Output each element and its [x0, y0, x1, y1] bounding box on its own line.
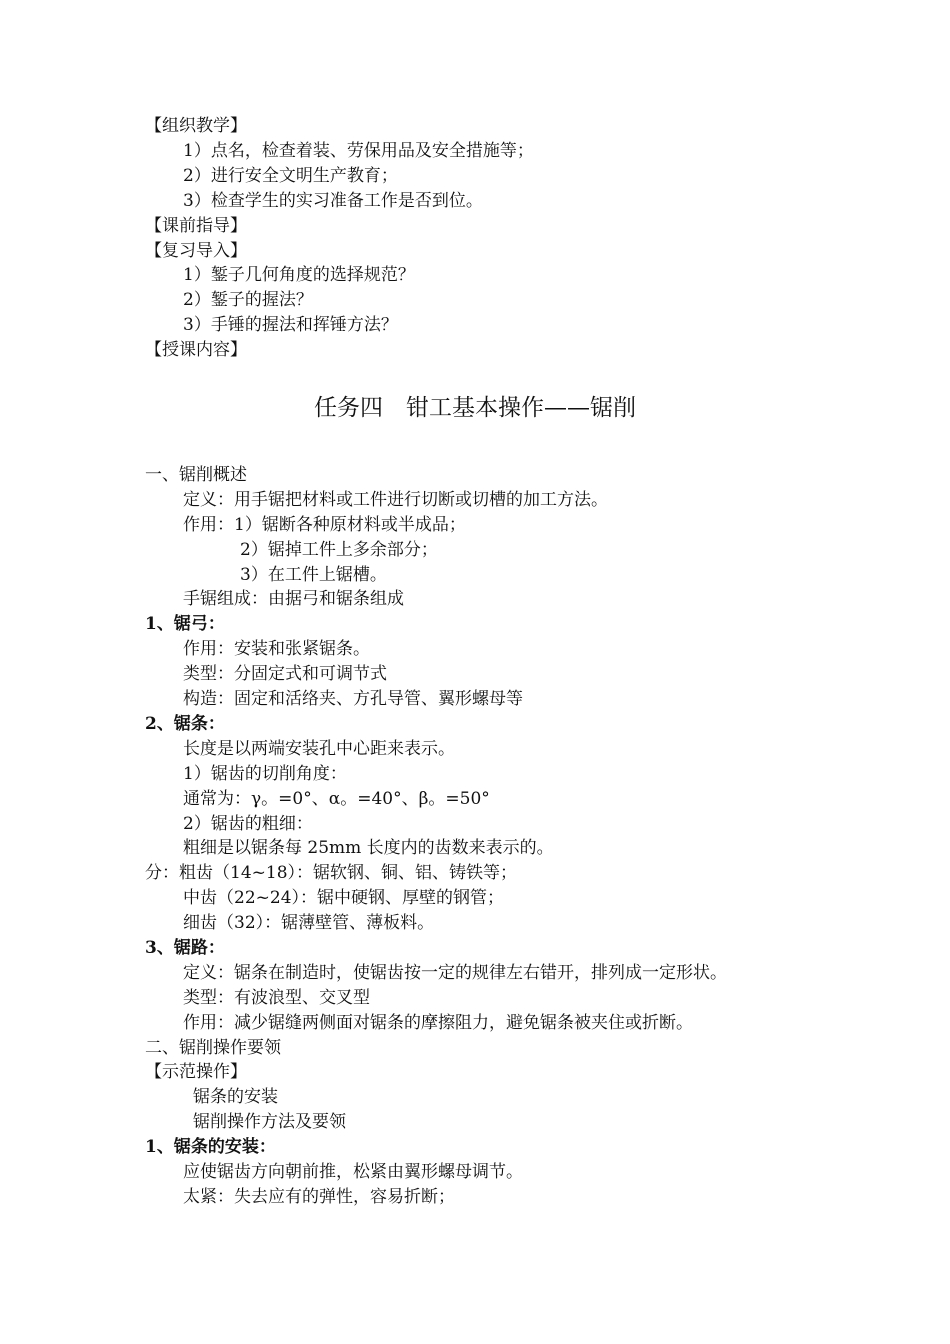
text-line: 2）锯齿的粗细：	[183, 814, 313, 834]
text-line: 通常为：γ。=0°、α。=40°、β。=50°	[183, 789, 490, 809]
text-line: 定义：用手锯把材料或工件进行切断或切槽的加工方法。	[183, 490, 608, 510]
text-line: 3）在工件上锯槽。	[240, 565, 387, 585]
text-line: 3）检查学生的实习准备工作是否到位。	[183, 191, 483, 211]
text-line: 2）进行安全文明生产教育；	[183, 166, 398, 186]
text-line: 锯条的安装	[193, 1087, 278, 1107]
section-heading: 二、锯削操作要领	[145, 1038, 281, 1058]
text-line: 构造：固定和活络夹、方孔导管、翼形螺母等	[183, 689, 523, 709]
text-line: 作用：减少锯缝两侧面对锯条的摩擦阻力，避免锯条被夹住或折断。	[183, 1013, 693, 1033]
text-line: 类型：有波浪型、交叉型	[183, 988, 370, 1008]
text-line: 类型：分固定式和可调节式	[183, 664, 387, 684]
section-heading-review: 【复习导入】	[145, 241, 247, 261]
section-heading: 一、锯削概述	[145, 465, 247, 485]
text-line: 手锯组成：由据弓和锯条组成	[183, 589, 404, 609]
text-line: 粗细是以锯条每 25mm 长度内的齿数来表示的。	[183, 838, 554, 858]
text-line: 2）锯掉工件上多余部分；	[240, 540, 438, 560]
text-line: 细齿（32）：锯薄壁管、薄板料。	[183, 913, 435, 933]
section-heading-guidance: 【课前指导】	[145, 216, 247, 236]
page-title: 任务四 钳工基本操作——锯削	[314, 395, 636, 421]
text-line: 定义：锯条在制造时，使锯齿按一定的规律左右错开，排列成一定形状。	[183, 963, 727, 983]
text-line: 1）錾子几何角度的选择规范？	[183, 265, 415, 285]
subsection-heading: 1、锯条的安装：	[145, 1137, 276, 1157]
text-line: 1）锯齿的切削角度：	[183, 764, 347, 784]
text-line: 锯削操作方法及要领	[193, 1112, 346, 1132]
text-line: 太紧：失去应有的弹性，容易折断；	[183, 1187, 455, 1207]
section-heading-organize: 【组织教学】	[145, 116, 247, 136]
text-line: 1）点名，检查着装、劳保用品及安全措施等；	[183, 141, 534, 161]
subsection-heading: 3、锯路：	[145, 938, 225, 958]
section-heading-content: 【授课内容】	[145, 340, 247, 360]
subsection-heading: 2、锯条：	[145, 714, 225, 734]
subsection-heading: 1、锯弓：	[145, 614, 225, 634]
text-line: 3）手锤的握法和挥锤方法？	[183, 315, 398, 335]
text-line: 作用：1）锯断各种原材料或半成品；	[183, 515, 466, 535]
text-line: 长度是以两端安装孔中心距来表示。	[183, 739, 455, 759]
text-line: 2）錾子的握法？	[183, 290, 313, 310]
section-heading-demo: 【示范操作】	[145, 1062, 247, 1082]
text-line: 分：粗齿（14~18）：锯软钢、铜、铝、铸铁等；	[145, 863, 518, 883]
text-line: 中齿（22~24）：锯中硬钢、厚壁的钢管；	[183, 888, 505, 908]
text-line: 应使锯齿方向朝前推，松紧由翼形螺母调节。	[183, 1162, 523, 1182]
text-line: 作用：安装和张紧锯条。	[183, 639, 370, 659]
